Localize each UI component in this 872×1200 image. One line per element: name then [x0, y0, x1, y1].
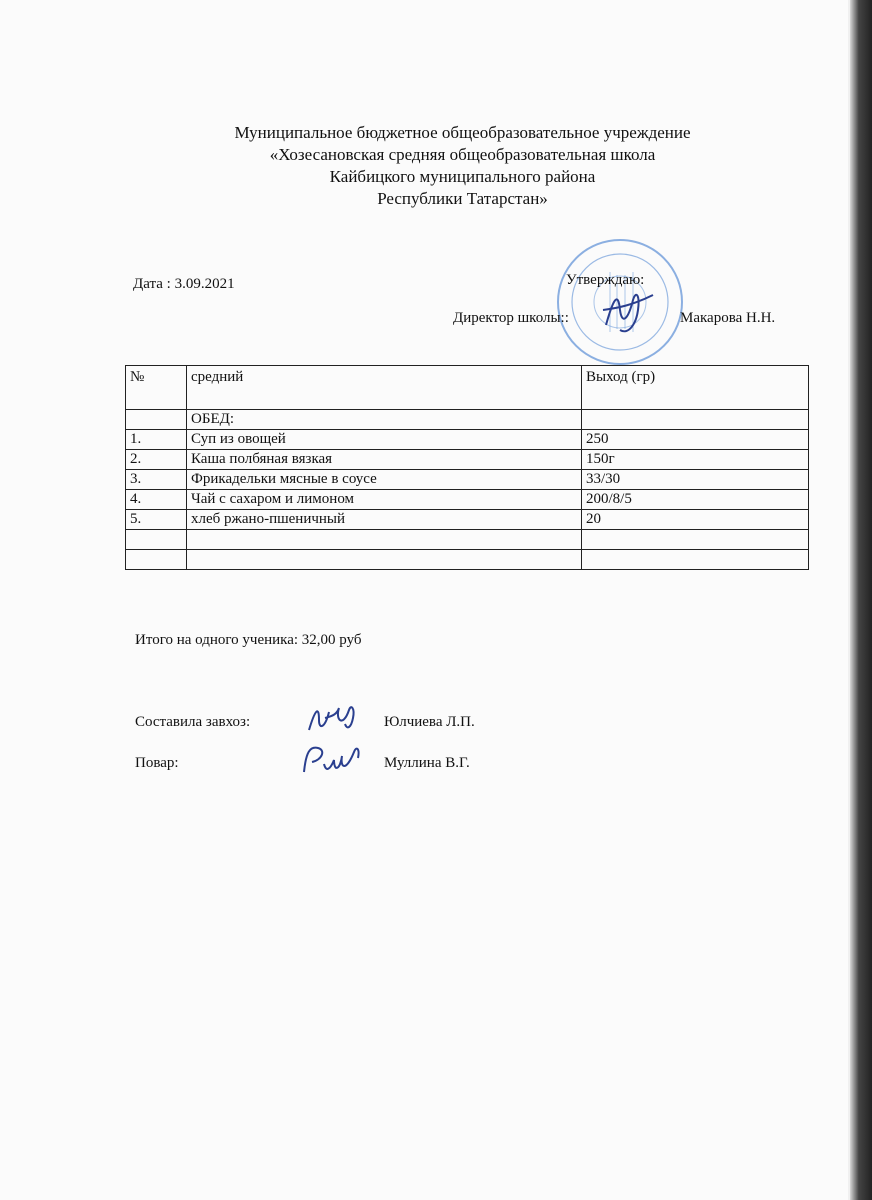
empty-row: [126, 550, 809, 570]
header-num: №: [126, 366, 187, 410]
row-name: хлеб ржано-пшеничный: [187, 510, 582, 530]
row-name: Чай с сахаром и лимоном: [187, 490, 582, 510]
row-name: Суп из овощей: [187, 430, 582, 450]
menu-table: [125, 365, 809, 570]
row-num: 2.: [126, 450, 187, 470]
date: Дата : 3.09.2021: [133, 276, 235, 292]
row-weight: 150г: [582, 450, 809, 470]
row-weight: 200/8/5: [582, 490, 809, 510]
empty-row: [126, 530, 809, 550]
row-weight: 33/30: [582, 470, 809, 490]
table-row: [126, 510, 809, 530]
storekeeper-name: Юлчиева Л.П.: [384, 714, 475, 730]
cook-label: Повар:: [135, 755, 179, 771]
director-signature: [598, 280, 658, 340]
row-weight: 250: [582, 430, 809, 450]
header-line: Кайбицкого муниципального района: [329, 167, 596, 186]
cook-signature: [298, 742, 368, 778]
table-row: [126, 470, 809, 490]
approve-label: Утверждаю:: [566, 272, 645, 288]
section-label: ОБЕД:: [187, 410, 582, 430]
header-line: «Хозесановская средняя общеобразовательная школа: [269, 145, 656, 164]
total-cost: Итого на одного ученика: 32,00 руб: [135, 632, 362, 648]
director-name: Макарова Н.Н.: [680, 310, 776, 326]
table-row: [126, 450, 809, 470]
table-row: [126, 490, 809, 510]
header-weight: Выход (гр): [582, 366, 809, 410]
table-row: [126, 430, 809, 450]
director-label: Директор школы::: [453, 310, 569, 326]
row-num: 5.: [126, 510, 187, 530]
table-header-row: [126, 366, 809, 410]
storekeeper-label: Составила завхоз:: [135, 714, 251, 730]
section-row: [126, 410, 809, 430]
row-weight: 20: [582, 510, 809, 530]
row-num: 1.: [126, 430, 187, 450]
row-num: 4.: [126, 490, 187, 510]
header-line: Республики Татарстан»: [377, 189, 548, 208]
header-name: средний: [187, 366, 582, 410]
row-name: Каша полбяная вязкая: [187, 450, 582, 470]
storekeeper-signature: [305, 700, 365, 736]
row-name: Фрикадельки мясные в соусе: [187, 470, 582, 490]
cook-name: Муллина В.Г.: [384, 755, 470, 771]
school-header: [0, 122, 872, 210]
header-line: Муниципальное бюджетное общеобразовательное учреждение: [234, 123, 691, 142]
row-num: 3.: [126, 470, 187, 490]
